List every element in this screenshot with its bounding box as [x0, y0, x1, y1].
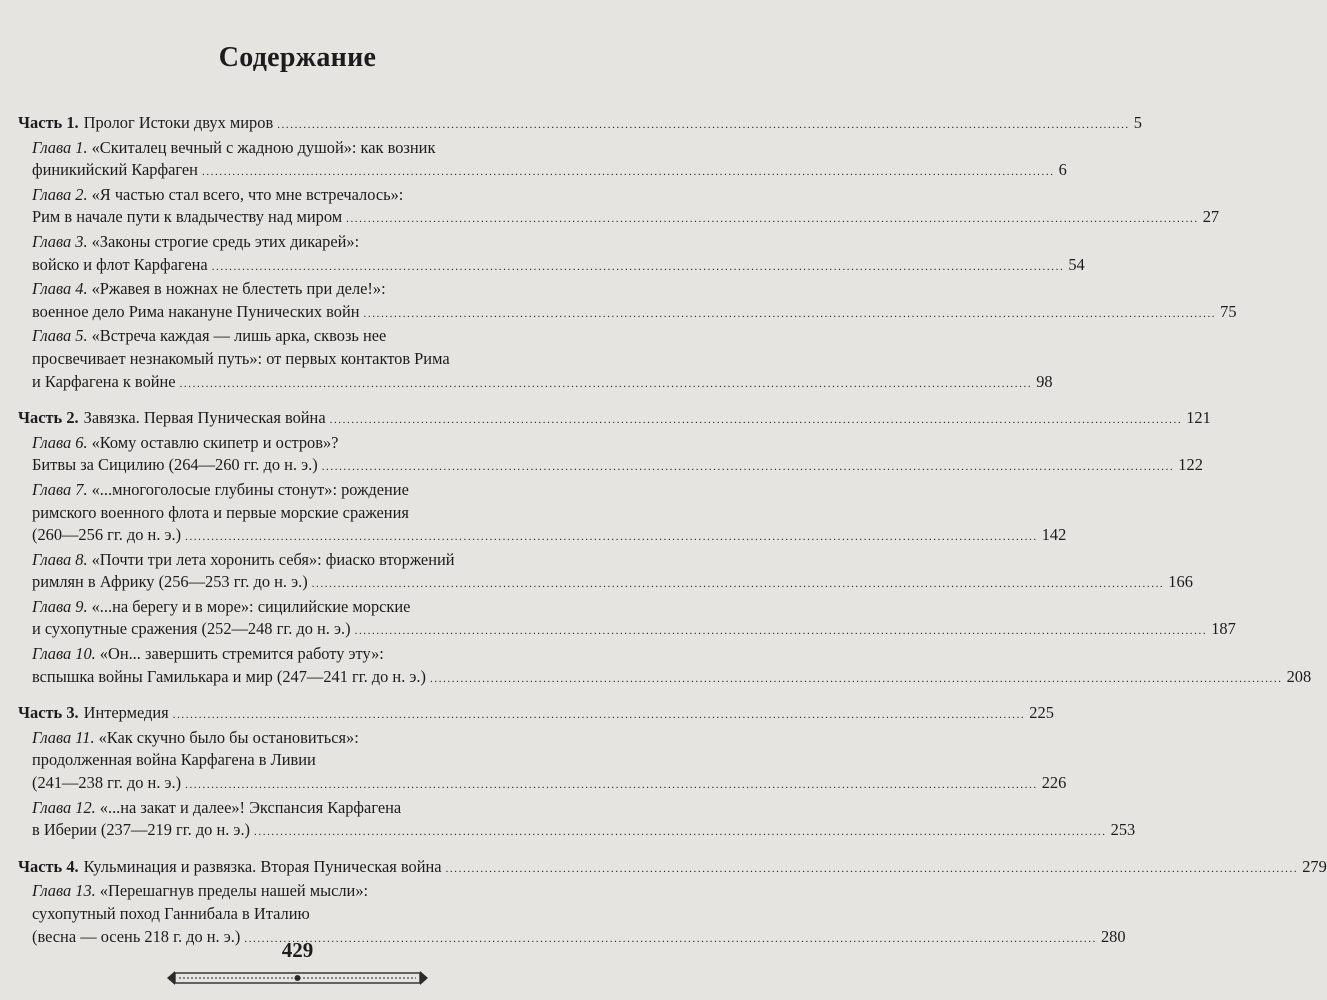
- chapter-label: Глава 13.: [32, 881, 96, 901]
- toc-chapter: [18, 549, 1193, 596]
- entry-text: и Карфагена к войне: [32, 371, 176, 391]
- entry-text: сухопутный поход Ганнибала в Италию: [32, 904, 310, 923]
- toc-chapter: [18, 643, 1312, 690]
- chapter-line: [18, 348, 538, 371]
- dot-leader: [277, 114, 1130, 137]
- chapter-line: [18, 454, 1203, 479]
- chapter-label: Глава 1.: [32, 137, 88, 157]
- entry-text: «Законы строгие средь этих дикарей»:: [91, 231, 360, 251]
- dot-leader: [355, 620, 1208, 643]
- dot-leader: [430, 668, 1283, 691]
- dot-leader: [254, 821, 1107, 844]
- ornament-divider: [165, 966, 430, 990]
- dot-leader: [330, 409, 1183, 432]
- entry-text: в Иберии (237—219 гг. до н. э.): [32, 820, 251, 840]
- entry-text: «Встреча каждая — лишь арка, сквозь нее: [91, 326, 387, 346]
- dot-leader: [202, 161, 1055, 184]
- chapter-label: Глава 12.: [32, 797, 96, 817]
- chapter-line: [18, 479, 538, 502]
- dot-leader: [185, 774, 1038, 797]
- chapter-line: [18, 903, 538, 926]
- toc-chapter: [18, 278, 1237, 325]
- chapter-line: [18, 184, 538, 207]
- chapter-label: Глава 10.: [32, 644, 96, 664]
- chapter-label: Глава 7.: [32, 479, 88, 499]
- entry-text: военное дело Рима накануне Пунических войн: [32, 301, 360, 321]
- page-ref: 5: [1133, 113, 1142, 132]
- entry-text: «...на закат и далее»! Экспансия Карфагена: [99, 797, 402, 817]
- toc-chapter: [18, 479, 1067, 549]
- chapter-label: Глава 3.: [32, 231, 88, 251]
- chapter-line: [18, 301, 1237, 326]
- dot-leader: [173, 704, 1026, 727]
- chapter-label: Глава 9.: [32, 596, 88, 616]
- dot-leader: [346, 208, 1199, 231]
- entry-text: «Как скучно было бы остановиться»:: [98, 727, 359, 747]
- page-ref: 75: [1220, 301, 1237, 321]
- page-ref: 253: [1110, 820, 1136, 840]
- entry-text: «Ржавея в ножнах не блестеть при деле!»:: [91, 279, 386, 299]
- chapter-line: [18, 819, 1136, 844]
- chapter-line: [18, 749, 538, 772]
- chapter-line: [18, 880, 538, 903]
- toc-chapter: [18, 797, 1136, 844]
- page-ref: 54: [1068, 254, 1085, 274]
- chapter-line: [18, 325, 538, 348]
- part-label: Часть 4.: [18, 856, 79, 876]
- dot-leader: [364, 303, 1217, 326]
- entry-text: продолженная война Карфагена в Ливии: [32, 750, 316, 770]
- toc-part: [18, 407, 1312, 690]
- chapter-line: [18, 137, 538, 160]
- chapter-line: [18, 524, 1067, 549]
- part-line: [18, 407, 1211, 432]
- chapter-line: [18, 371, 1053, 396]
- chapter-line: [18, 432, 538, 455]
- page-ref: 279: [1302, 856, 1327, 876]
- entry-text: Интермедия: [83, 703, 169, 723]
- page-ref: 226: [1041, 773, 1067, 793]
- entry-text: «Скиталец вечный с жадною душой»: как возник: [91, 137, 436, 157]
- chapter-line: [18, 206, 1220, 231]
- toc-part: [18, 112, 1237, 395]
- entry-text: Рим в начале пути к владычеству над миром: [32, 207, 343, 227]
- entry-text: «Кому оставлю скипетр и остров»?: [91, 432, 339, 452]
- entry-text: Кульминация и развязка. Вторая Пуническая война: [83, 856, 442, 876]
- toc-chapter: [18, 325, 1053, 395]
- chapter-line: [18, 618, 1236, 643]
- page-ref: 187: [1211, 619, 1236, 639]
- chapter-label: Глава 4.: [32, 279, 88, 299]
- toc-chapter: [18, 432, 1203, 479]
- chapter-line: [18, 159, 1067, 184]
- page-ref: 6: [1058, 160, 1067, 180]
- chapter-label: Глава 8.: [32, 549, 88, 569]
- entry-text: (260—256 гг. до н. э.): [32, 525, 182, 545]
- page-ref: 27: [1202, 207, 1220, 227]
- page-ref: 166: [1168, 572, 1193, 592]
- toc-chapter: [18, 596, 1236, 643]
- page-number: 429: [281, 938, 314, 962]
- toc-chapter: [18, 137, 1067, 184]
- chapter-label: Глава 11.: [32, 727, 95, 747]
- toc-part: [18, 856, 1327, 950]
- chapter-line: [18, 278, 538, 301]
- dot-leader: [446, 858, 1299, 881]
- entry-text: просвечивает незнакомый путь»: от первых контактов Рима: [32, 348, 450, 368]
- part-label: Часть 2.: [18, 408, 79, 428]
- dot-leader: [322, 456, 1175, 479]
- chapter-line: [18, 596, 538, 619]
- chapter-line: [18, 772, 1067, 797]
- entry-text: «...многоголосые глубины стонут»: рождение: [91, 479, 409, 499]
- entry-text: и сухопутные сражения (252—248 гг. до н. э.): [32, 619, 351, 639]
- chapter-line: [18, 502, 538, 525]
- page-ref: 122: [1178, 455, 1203, 475]
- chapter-line: [18, 797, 538, 820]
- chapter-line: [18, 254, 1085, 279]
- chapter-line: [18, 231, 538, 254]
- toc-chapter: [18, 727, 1067, 797]
- entry-text: «...на берегу и в море»: сицилийские морские: [91, 596, 411, 616]
- entry-text: (241—238 гг. до н. э.): [32, 773, 182, 793]
- table-of-contents: [18, 112, 1327, 962]
- chapter-label: Глава 2.: [32, 184, 88, 204]
- entry-text: (весна — осень 218 г. до н. э.): [32, 926, 241, 946]
- page-ref: 142: [1041, 525, 1067, 545]
- page-ref: 121: [1186, 408, 1211, 428]
- entry-text: войско и флот Карфагена: [32, 254, 208, 274]
- chapter-line: [18, 727, 538, 750]
- chapter-line: [18, 571, 1193, 596]
- dot-leader: [312, 573, 1165, 596]
- page-ref: 225: [1029, 703, 1054, 723]
- chapter-line: [18, 666, 1312, 691]
- entry-text: финикийский Карфаген: [32, 160, 198, 180]
- page-ref: 208: [1286, 666, 1312, 686]
- dot-leader: [212, 256, 1065, 279]
- entry-text: Завязка. Первая Пуническая война: [83, 408, 326, 428]
- part-line: [18, 112, 1142, 137]
- entry-text: Битвы за Сицилию (264—260 гг. до н. э.): [32, 455, 318, 475]
- part-line: [18, 856, 1327, 881]
- entry-text: «Перешагнув пределы нашей мысли»:: [99, 881, 369, 901]
- entry-text: римлян в Африку (256—253 гг. до н. э.): [32, 572, 308, 592]
- entry-text: римского военного флота и первые морские сражения: [32, 502, 409, 522]
- part-label: Часть 1.: [18, 113, 79, 132]
- chapter-label: Глава 5.: [32, 326, 88, 346]
- toc-chapter: [18, 231, 1085, 278]
- entry-text: «Он... завершить стремится работу эту»:: [99, 644, 384, 664]
- entry-text: «Я частью стал всего, что мне встречалось»:: [91, 184, 404, 204]
- chapter-label: Глава 6.: [32, 432, 88, 452]
- entry-text: вспышка войны Гамилькара и мир (247—241 гг. до н. э.): [32, 666, 426, 686]
- chapter-line: [18, 549, 538, 572]
- page-ref: 280: [1100, 926, 1126, 946]
- entry-text: «Почти три лета хоронить себя»: фиаско вторжений: [91, 549, 455, 569]
- entry-text: Пролог Истоки двух миров: [83, 113, 274, 132]
- page-ref: 98: [1036, 371, 1053, 391]
- part-line: [18, 702, 1054, 727]
- page-title: Содержание: [218, 42, 377, 73]
- dot-leader: [185, 526, 1038, 549]
- chapter-line: [18, 643, 538, 666]
- toc-part: [18, 702, 1136, 844]
- dot-leader: [180, 373, 1033, 396]
- toc-chapter: [18, 184, 1220, 231]
- part-label: Часть 3.: [18, 703, 79, 723]
